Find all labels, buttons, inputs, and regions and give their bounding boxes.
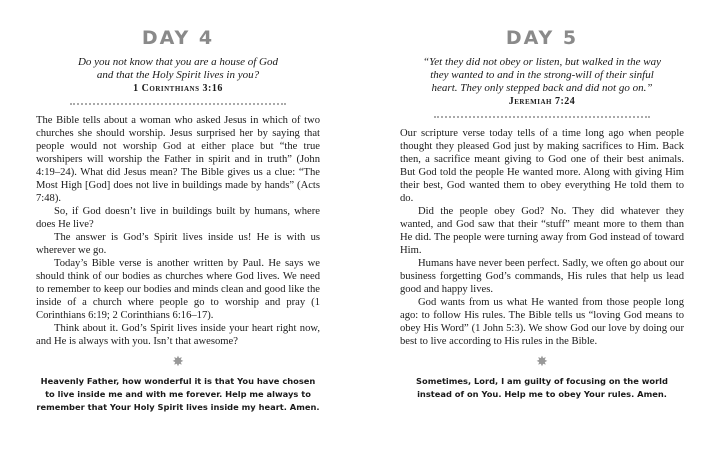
- prayer: [36, 375, 320, 414]
- prayer-line: Heavenly Father, how wonderful it is that You have chosen: [40, 376, 316, 386]
- dotted-divider: [70, 103, 286, 105]
- devotional-body: [36, 114, 320, 348]
- verse-reference: Jeremiah 7:24: [508, 96, 576, 107]
- day-title: DAY 5: [505, 27, 579, 49]
- devotional-body: [400, 127, 684, 348]
- paragraph: Our scripture verse today tells of a time long ago when people thought they pleased God just by making sacrifices to Him. Back then, a sacrifice meant giving to God one of their best animals. But God told the people He wanted more. Along with giving Him their best, God wanted them to obey everything He told them to do.: [400, 128, 684, 204]
- star-burst-icon: ✸: [172, 355, 184, 370]
- prayer-line: remember that Your Holy Spirit lives inside my heart. Amen.: [36, 402, 320, 412]
- scripture-verse: [36, 56, 320, 95]
- paragraph: Think about it. God’s Spirit lives inside your heart right now, and He is always with you. Isn’t that awesome?: [36, 323, 320, 347]
- paragraph: So, if God doesn’t live in buildings built by humans, where does He live?: [36, 206, 320, 230]
- paragraph: Today’s Bible verse is another written by Paul. He says we should think of our bodies as churches where God lives. We need to remember to keep our bodies and minds clean and good like the inside of a church where people go to worship and pray (1 Corinthians 6:19; 2 Corinthians 6:16–17).: [36, 258, 320, 321]
- verse-line: heart. They only stepped back and did not go on.”: [431, 82, 653, 94]
- prayer-line: Sometimes, Lord, I am guilty of focusing on the world: [416, 376, 668, 386]
- scripture-verse: [400, 56, 684, 108]
- right-page: [360, 0, 720, 468]
- prayer: [400, 375, 684, 401]
- paragraph: Humans have never been perfect. Sadly, we often go about our business forgetting God’s commands, His rules that help us lead good and happy lives.: [400, 258, 684, 295]
- verse-line: “Yet they did not obey or listen, but walked in the way: [423, 56, 661, 68]
- verse-line: and that the Holy Spirit lives in you?: [96, 69, 260, 81]
- prayer-line: instead of on You. Help me to obey Your rules. Amen.: [417, 389, 667, 399]
- paragraph: The Bible tells about a woman who asked Jesus in which of two churches she should worship. Jesus surprised her by saying that people would not worship God at either place but “the true worshipers will worship the Father in spirit and in truth” (John 4:19–24). What did Jesus mean? The Bible gives us a clue: “The Most High [God] does not live in buildings made by hands” (Acts 7:48).: [36, 115, 320, 204]
- paragraph: God wants from us what He wanted from those people long ago: to follow His rules. The Bible tells us “loving God means to obey His Word” (1 John 5:3). We show God our love by doing our best to live according to His rules in the Bible.: [400, 297, 684, 347]
- star-burst-icon: ✸: [536, 355, 548, 370]
- prayer-line: to live inside me and with me forever. Help me always to: [45, 389, 311, 399]
- day-title: DAY 4: [141, 27, 215, 49]
- dotted-divider: [434, 116, 650, 118]
- verse-line: Do you not know that you are a house of God: [77, 56, 278, 68]
- verse-line: they wanted to and in the strong-will of their sinful: [430, 69, 654, 81]
- verse-reference: 1 Corinthians 3:16: [133, 83, 223, 94]
- paragraph: The answer is God’s Spirit lives inside us! He is with us wherever we go.: [36, 232, 320, 256]
- paragraph: Did the people obey God? No. They did whatever they wanted, and God saw that their “stuff” meant more to them than He did. The people were turning away from God instead of toward Him.: [400, 206, 684, 256]
